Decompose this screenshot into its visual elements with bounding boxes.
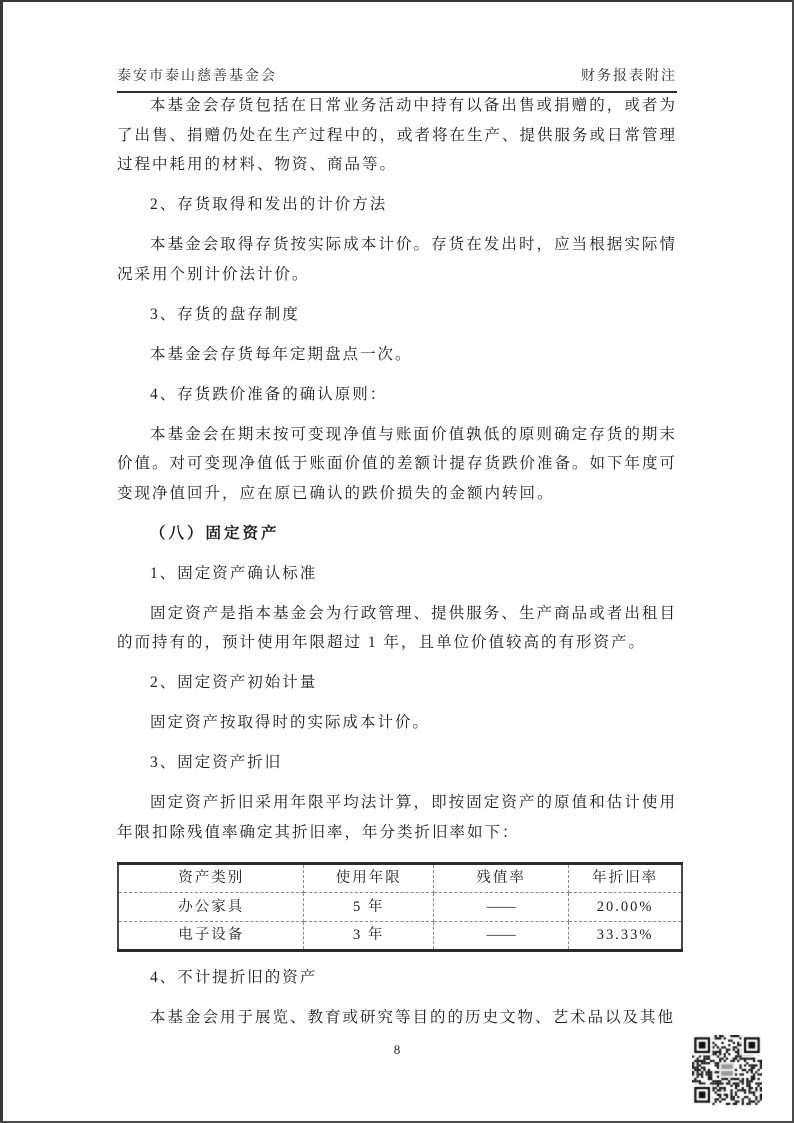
- cell-useful-life: 5 年: [304, 893, 434, 922]
- cell-asset-category: 办公家具: [118, 893, 304, 922]
- cell-asset-category: 电子设备: [118, 921, 304, 951]
- header-doc-title: 财务报表附注: [581, 69, 677, 84]
- cell-useful-life: 3 年: [304, 921, 434, 951]
- paragraph-inventory-definition: 本基金会存货包括在日常业务活动中持有以备出售或捐赠的，或者为了出售、捐赠仍处在生产过程中的，或者将在生产、提供服务或日常管理过程中耗用的材料、物资、商品等。: [117, 97, 678, 174]
- heading-inventory-valuation: 2、存货取得和发出的计价方法: [150, 196, 388, 214]
- table-header-row: [118, 863, 682, 893]
- heading-fixed-asset-recognition: 1、固定资产确认标准: [150, 564, 318, 582]
- qr-code-image: [692, 1035, 762, 1106]
- cell-annual-rate: 33.33%: [596, 927, 654, 944]
- heading-inventory-writedown: 4、存货跌价准备的确认原则：: [150, 385, 388, 403]
- paragraph-inventory-count-system: 本基金会存货每年定期盘点一次。: [150, 345, 413, 363]
- heading-inventory-count-system: 3、存货的盘存制度: [150, 305, 300, 323]
- cell-annual-rate: 20.00%: [569, 893, 682, 922]
- cell-residual-rate: ——: [434, 921, 569, 951]
- table-row: [118, 921, 682, 951]
- paragraph-non-depreciated-assets: 本基金会用于展览、教育或研究等目的的历史文物、艺术品以及其他: [150, 1008, 676, 1026]
- column-header-residual-rate: 残值率: [434, 863, 569, 893]
- heading-fixed-asset-initial-measurement: 2、固定资产初始计量: [150, 674, 318, 692]
- paragraph-inventory-writedown: 本基金会在期末按可变现净值与账面价值孰低的原则确定存货的期末价值。对可变现净值低于账面价值的差额计提存货跌价准备。如下年度可变现净值回升，应在原已确认的跌价损失的金额内转回。: [117, 425, 678, 502]
- paragraph-inventory-valuation: 本基金会取得存货按实际成本计价。存货在发出时，应当根据实际情况采用个别计价法计价。: [117, 236, 677, 283]
- scan-edge-top: [0, 0, 794, 2]
- column-header-annual-depreciation-rate: 年折旧率: [569, 863, 682, 893]
- column-header-useful-life: 使用年限: [304, 863, 434, 893]
- column-header-asset-category: 资产类别: [118, 863, 304, 893]
- document-body: [117, 91, 677, 1032]
- section-heading-fixed-assets: （八）固定资产: [150, 524, 280, 542]
- scan-edge-left: [0, 0, 3, 1123]
- paragraph-fixed-asset-initial-measurement: 固定资产按取得时的实际成本计价。: [150, 714, 431, 732]
- page-number: 8: [393, 1042, 401, 1057]
- heading-fixed-asset-depreciation: 3、固定资产折旧: [150, 754, 283, 772]
- page-header: [117, 58, 677, 93]
- header-org-name: 泰安市泰山慈善基金会: [117, 69, 277, 84]
- paragraph-fixed-asset-depreciation: 固定资产折旧采用年限平均法计算，即按固定资产的原值和估计使用年限扣除残值率确定其折旧率，年分类折旧率如下：: [117, 794, 677, 841]
- table-row: [118, 893, 682, 922]
- qr-code: [692, 1035, 762, 1106]
- paragraph-fixed-asset-recognition: 固定资产是指本基金会为行政管理、提供服务、生产商品或者出租目的而持有的，预计使用年限超过 1 年，且单位价值较高的有形资产。: [117, 604, 677, 652]
- depreciation-rate-table: [117, 862, 683, 953]
- cell-residual-rate: ——: [434, 893, 569, 922]
- heading-non-depreciated-assets: 4、不计提折旧的资产: [150, 968, 318, 986]
